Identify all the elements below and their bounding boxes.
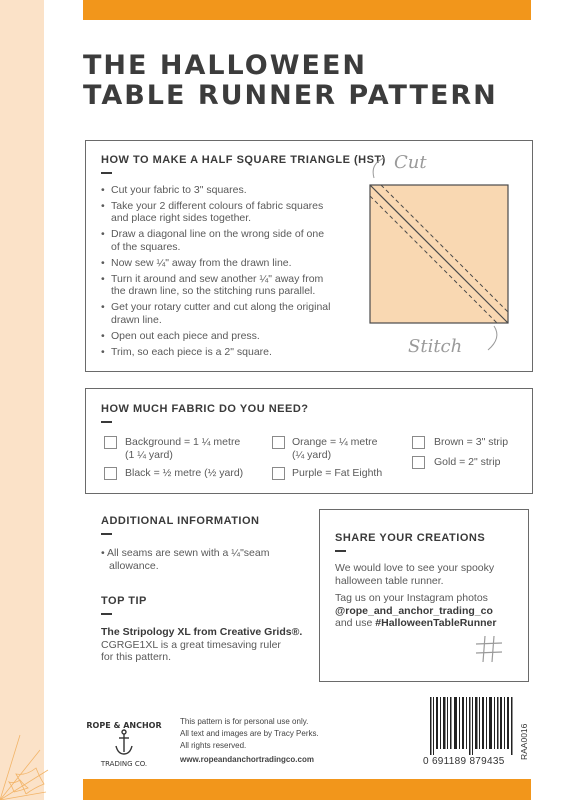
fabric-purple-label: Purple = Fat Eighth [292,467,383,479]
title-line-1: THE HALLOWEEN [83,50,368,81]
spider-web-icon [0,730,50,800]
barcode-icon [430,697,514,755]
fabric-heading-dash [101,421,112,423]
black-checkbox[interactable] [104,467,117,480]
toptip-heading-dash [101,613,112,615]
instagram-handle[interactable]: @rope_and_anchor_trading_co [335,604,493,617]
hashtag-icon [474,634,504,664]
cut-label: Cut [394,152,427,173]
share-heading: SHARE YOUR CREATIONS [335,532,486,544]
toptip-text [101,626,302,664]
hst-heading-dash [101,172,112,174]
additional-heading-dash [101,533,112,535]
footer-line-1: This pattern is for personal use only. [180,717,309,726]
brown-checkbox[interactable] [412,436,425,449]
product-code-text: RAA0016 [519,723,529,760]
share-p1-line-2: halloween table runner. [335,574,444,587]
logo-line-2: TRADING CO. [100,760,148,768]
fabric-black-label: Black = ½ metre (½ yard) [125,467,244,479]
toptip-line-2: for this pattern. [101,651,172,664]
footer-line-3: All rights reserved. [180,741,247,750]
fabric-heading: HOW MUCH FABRIC DO YOU NEED? [101,403,309,415]
share-paragraph-1 [335,562,494,587]
title-line-2: TABLE RUNNER PATTERN [83,80,498,111]
fabric-background-line-2: (1 ¼ yard) [125,448,173,461]
background-checkbox[interactable] [104,436,117,449]
list-item: • Cut your fabric to 3" squares. [101,184,333,197]
toptip-bold-line: The Stripology XL from Creative Grids®. [101,626,303,638]
toptip-line-1: CGRGE1XL is a great timesaving ruler [101,638,281,651]
hst-steps-list [101,184,333,362]
product-code [519,700,531,760]
barcode-number: 0 691189 879435 [423,756,505,767]
fabric-background-label [125,436,240,461]
additional-text [101,547,269,572]
hst-square-diagram [366,150,516,362]
bottom-accent-bar [83,779,531,800]
hst-heading: HOW TO MAKE A HALF SQUARE TRIANGLE (HST) [101,154,386,166]
top-accent-bar [83,0,531,20]
fabric-brown-label: Brown = 3" strip [434,436,509,448]
share-heading-dash [335,550,346,552]
fabric-orange-line-1: Orange = ¼ metre [292,436,378,448]
toptip-heading: TOP TIP [101,595,147,607]
gold-checkbox[interactable] [412,456,425,469]
additional-text-line-1: • All seams are sewn with a ¼"seam [101,547,270,559]
additional-text-line-2: allowance. [109,559,159,572]
fabric-background-line-1: Background = 1 ¼ metre [125,436,241,448]
list-item: • Turn it around and sew another ¼" away from the drawn line, so the stitching runs parallel. [101,273,333,298]
share-p1-line-1: We would love to see your spooky [335,562,495,574]
list-item: • Take your 2 different colours of fabric squares and place right sides together. [101,200,333,225]
stitch-label: Stitch [408,336,463,357]
fabric-orange-label [292,436,378,461]
list-item: • Trim, so each piece is a 2" square. [101,346,333,359]
left-peach-strip [0,0,44,800]
list-item: • Now sew ¼" away from the drawn line. [101,257,333,270]
fabric-gold-label: Gold = 2" strip [434,456,501,468]
share-p2-line-1: Tag us on your Instagram photos [335,592,488,604]
rope-anchor-logo [82,716,166,772]
logo-line-1: ROPE & ANCHOR [86,721,162,730]
orange-checkbox[interactable] [272,436,285,449]
hashtag[interactable]: #HalloweenTableRunner [375,617,497,630]
additional-heading: ADDITIONAL INFORMATION [101,515,260,527]
fabric-orange-line-2: (¼ yard) [292,448,332,461]
list-item: • Get your rotary cutter and cut along the original drawn line. [101,301,333,326]
share-and-text: and use [335,617,376,630]
list-item: • Open out each piece and press. [101,330,333,343]
footer-line-2: All text and images are by Tracy Perks. [180,729,319,738]
share-paragraph-2 [335,592,496,630]
list-item: • Draw a diagonal line on the wrong side of one of the squares. [101,228,333,253]
purple-checkbox[interactable] [272,467,285,480]
page-title [83,51,523,111]
footer-website-link[interactable]: www.ropeandanchortradingco.com [180,755,314,764]
